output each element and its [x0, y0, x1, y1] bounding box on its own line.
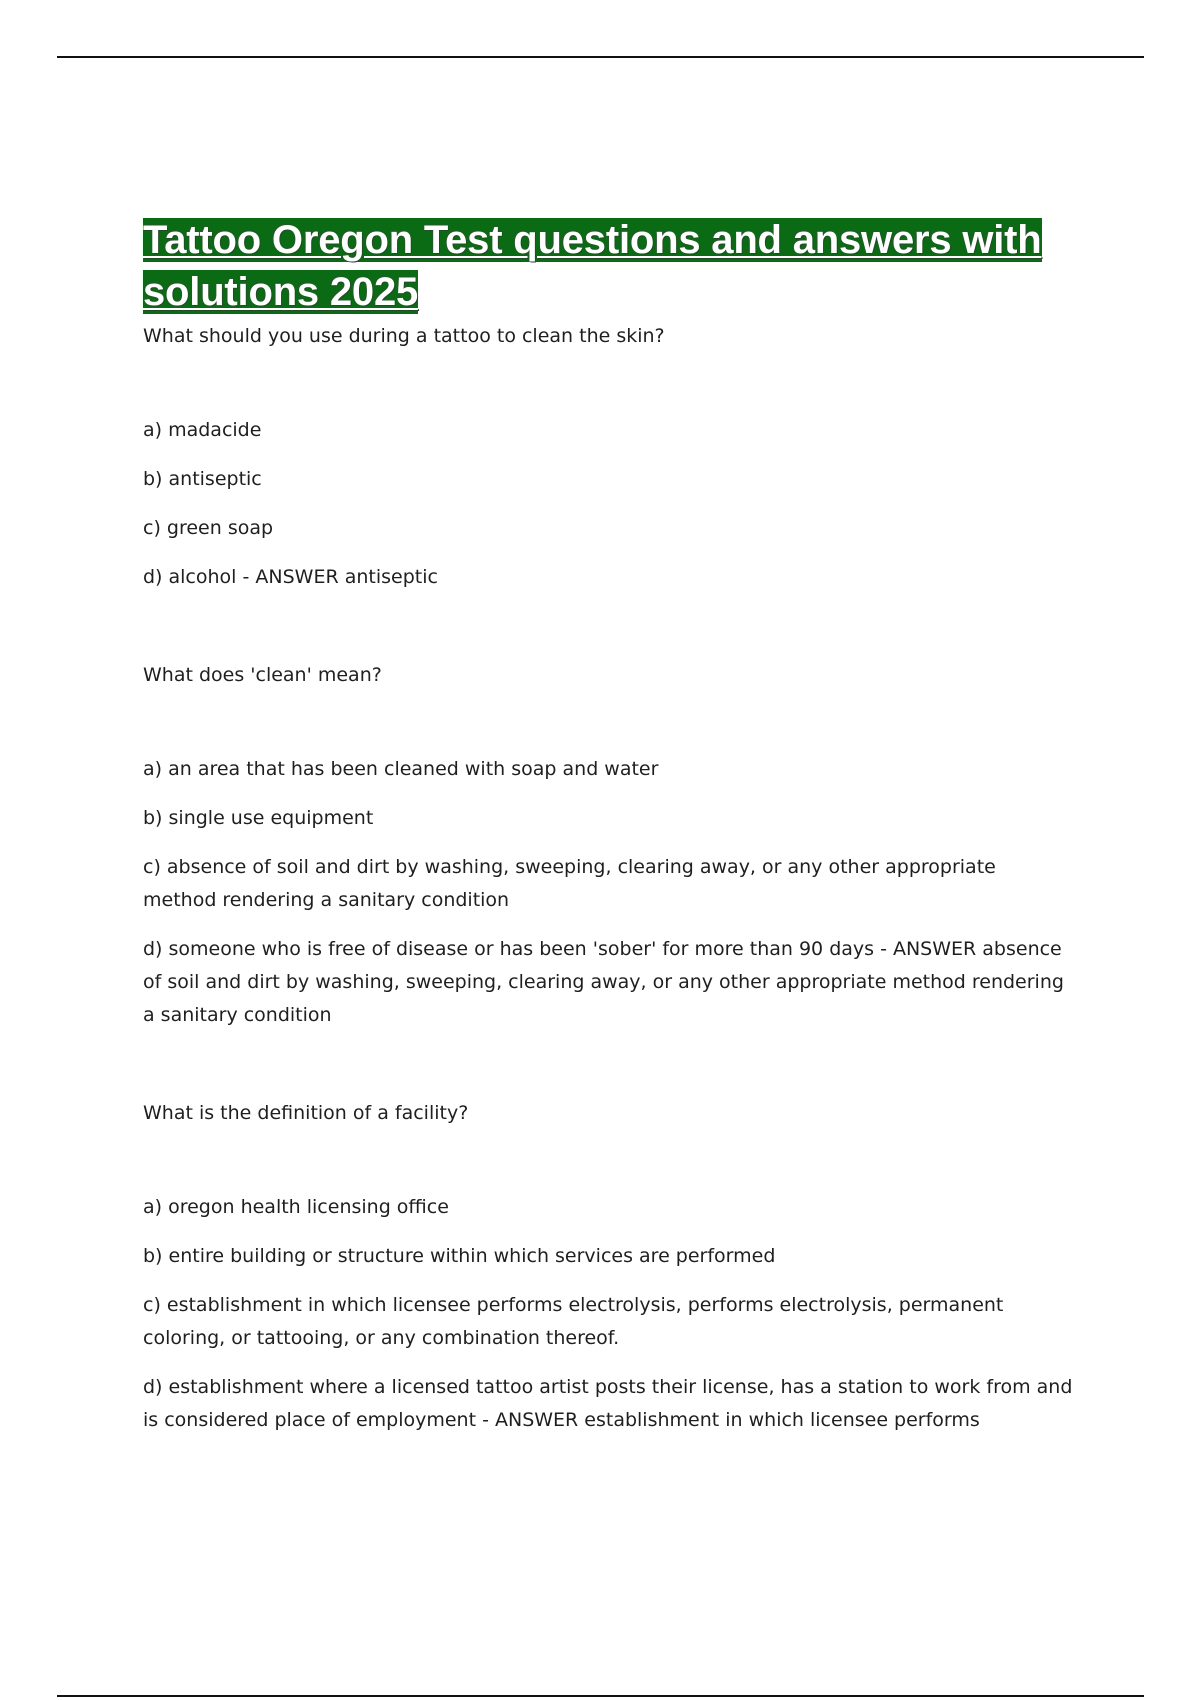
- question-text: What is the definition of a facility?: [143, 1102, 469, 1124]
- answer-option-d: d) someone who is free of disease or has been 'sober' for more than 90 days - ANSWER absence of soil and dirt by washing, sweeping, clearing away, or any other appropriate method rendering a sanitary condition: [143, 938, 1064, 1026]
- answer-option-c: c) establishment in which licensee performs electrolysis, performs electrolysis, permanent coloring, or tattooing, or any combination thereof.: [143, 1294, 1004, 1349]
- answer-option-b: b) single use equipment: [143, 807, 374, 829]
- question-block-3: [143, 1097, 1073, 1437]
- answer-option-d: d) establishment where a licensed tattoo artist posts their license, has a station to work from and is considered place of employment - ANSWER establishment in which licensee performs: [143, 1376, 1073, 1431]
- document-title-text: Tattoo Oregon Test questions and answers with solutions 2025: [143, 218, 1042, 314]
- answer-option-c: c) absence of soil and dirt by washing, sweeping, clearing away, or any other appropriate method rendering a sanitary condition: [143, 856, 996, 911]
- document-title: [143, 214, 1073, 318]
- answer-option-d: d) alcohol - ANSWER antiseptic: [143, 566, 438, 588]
- question-text: What does 'clean' mean?: [143, 664, 382, 686]
- answer-option-a: a) oregon health licensing office: [143, 1196, 449, 1218]
- answer-option-a: a) an area that has been cleaned with soap and water: [143, 758, 659, 780]
- document-body: [143, 214, 1073, 1453]
- answer-option-b: b) entire building or structure within which services are performed: [143, 1245, 776, 1267]
- page-bottom-rule: [57, 1695, 1144, 1697]
- answer-option-a: a) madacide: [143, 419, 262, 441]
- question-block-2: [143, 659, 1073, 1032]
- answer-options: [143, 1191, 1073, 1437]
- answer-option-c: c) green soap: [143, 517, 274, 539]
- question-block-1: [143, 320, 1073, 594]
- answer-options: [143, 753, 1073, 1032]
- question-text: What should you use during a tattoo to clean the skin?: [143, 325, 665, 347]
- answer-options: [143, 414, 1073, 594]
- page-top-rule: [57, 56, 1144, 58]
- answer-option-b: b) antiseptic: [143, 468, 262, 490]
